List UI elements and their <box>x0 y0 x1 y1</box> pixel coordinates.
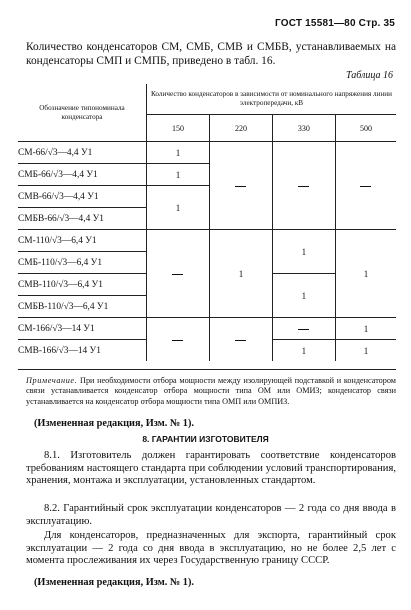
dash-mark <box>298 329 309 330</box>
cell-150: 1 <box>147 186 210 230</box>
column-header-type: Обозначение типономинала конденсатора <box>18 84 147 142</box>
cell-330 <box>272 142 335 230</box>
type-name: СМВ-110/√3—6,4 У1 <box>18 274 147 296</box>
column-header-group: Количество конденсаторов в зависимости от номинального напряжения линии электропередачи, кВ <box>147 84 397 115</box>
type-name: СМБ-66/√3—4,4 У1 <box>18 164 147 186</box>
cell-500: 1 <box>335 340 396 362</box>
table-note <box>26 376 396 407</box>
column-header-500: 500 <box>359 123 372 133</box>
column-header-330: 330 <box>272 115 335 142</box>
note-text: При необходимости отбора мощности между изолирующей подставкой и конденсатором связи устанавливается конденсатор отбора мощности типа ОМ или ОМИЗ; конденсатор связи устанавливается на конденсатор отбора мощности типа ОМП или ОМПИЗ. <box>26 376 396 406</box>
capacitor-table <box>18 84 396 361</box>
cell-500 <box>335 142 396 230</box>
type-name: СМБ-110/√3—6,4 У1 <box>18 252 147 274</box>
section-title: 8. ГАРАНТИИ ИЗГОТОВИТЕЛЯ <box>142 434 269 444</box>
dash-mark <box>172 340 183 341</box>
cell-220: 1 <box>209 230 272 318</box>
table-row <box>18 142 396 164</box>
intro-paragraph: Количество конденсаторов СМ, СМБ, СМВ и СМБВ, устанавливаемых на конденсаторы СМП и СМПБ, приведено в табл. 16. <box>26 41 396 67</box>
table-bottom-rule <box>18 369 396 370</box>
table-row <box>18 230 396 252</box>
cell-330: 1 <box>272 340 335 362</box>
cell-220 <box>209 142 272 230</box>
cell-220 <box>209 318 272 362</box>
cell-500: 1 <box>335 230 396 318</box>
type-name: СМБВ-66/√3—4,4 У1 <box>18 208 147 230</box>
type-name: СМ-110/√3—6,4 У1 <box>18 230 147 252</box>
dash-mark <box>298 186 309 187</box>
type-name: СМ-166/√3—14 У1 <box>18 318 147 340</box>
dash-mark <box>235 186 246 187</box>
paragraph-export: Для конденсаторов, предназначенных для экспорта, гарантийный срок эксплуатации — 2 года со дня ввода в эксплуатацию, но не более 2,5 лет с момента прослеживания их через Государственную границу СССР. <box>26 530 396 567</box>
cell-330: 1 <box>272 274 335 318</box>
amendment-note: (Измененная редакция, Изм. № 1). <box>34 418 194 429</box>
cell-150: 1 <box>147 164 210 186</box>
dash-mark <box>172 274 183 275</box>
type-name: СМ-66/√3—4,4 У1 <box>18 142 147 164</box>
cell-330: 1 <box>272 230 335 274</box>
paragraph-8-2: 8.2. Гарантийный срок эксплуатации конденсаторов — 2 года со дня ввода в эксплуатацию. <box>26 503 396 527</box>
page-header: ГОСТ 15581—80 Стр. 35 <box>275 18 395 29</box>
type-name: СМВ-66/√3—4,4 У1 <box>18 186 147 208</box>
table-caption: Таблица 16 <box>346 70 393 81</box>
type-name: СМБВ-110/√3—6,4 У1 <box>18 296 147 318</box>
note-label: Примечание. <box>26 376 78 385</box>
amendment-note: (Измененная редакция, Изм. № 1). <box>34 577 194 588</box>
cell-150 <box>147 230 210 318</box>
column-header-150: 150 <box>147 115 210 142</box>
dash-mark <box>235 340 246 341</box>
cell-150 <box>147 318 210 362</box>
dash-mark <box>360 186 371 187</box>
table-row <box>18 318 396 340</box>
paragraph-8-1: 8.1. Изготовитель должен гарантировать соответствие конденсаторов требованиям настоящего стандарта при соблюдении условий транспортирования, хранения, монтажа и эксплуатации, установленных стандартом. <box>26 450 396 487</box>
type-name: СМВ-166/√3—14 У1 <box>18 340 147 362</box>
cell-330 <box>272 318 335 340</box>
column-header-220: 220 <box>209 115 272 142</box>
cell-500: 1 <box>335 318 396 340</box>
cell-150: 1 <box>147 142 210 164</box>
